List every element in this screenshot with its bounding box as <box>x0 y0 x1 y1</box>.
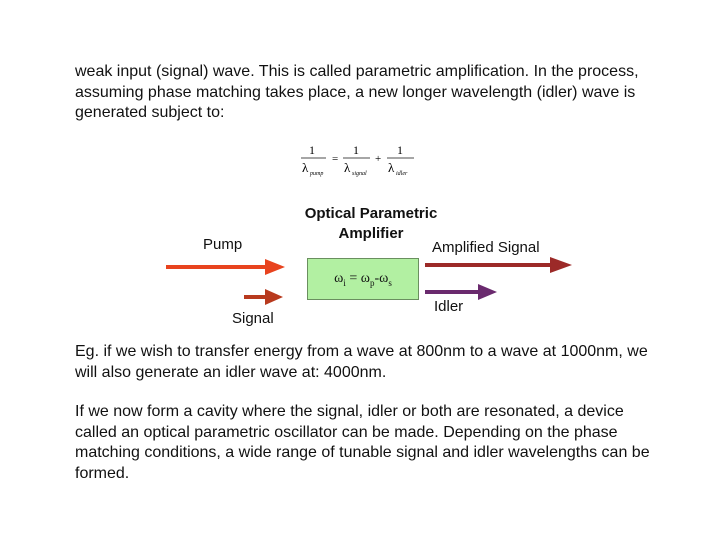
equals-sign: = <box>332 153 339 165</box>
amplifier-box <box>307 258 419 300</box>
signal-lambda: λ <box>344 160 351 175</box>
oscillator-paragraph: If we now form a cavity where the signal, idler or both are resonated, a device called an optical parametric oscillator can be made. Depending on the phase matching conditions, a wide range of tunable signal and idler wavelengths can be formed. <box>75 403 650 482</box>
pump-lambda: λ <box>302 160 309 175</box>
example-paragraph: Eg. if we wish to transfer energy from a wave at 800nm to a wave at 1000nm, we will also generate an idler wave at: 4000nm. <box>75 343 648 381</box>
amplified-signal-label: Amplified Signal <box>432 239 540 256</box>
pump-label: Pump <box>203 236 243 253</box>
signal-label: Signal <box>232 310 274 327</box>
pump-arrow <box>166 259 285 275</box>
amplifier-equation: $\omega_i = \omega_p-\omega_s$ <box>334 270 392 288</box>
idler-subscript: idler <box>396 171 408 177</box>
idler-arrow <box>425 284 497 300</box>
pump-numerator: 1 <box>309 143 315 157</box>
idler-lambda: λ <box>388 160 395 175</box>
pump-subscript: pump <box>310 171 324 177</box>
idler-label: Idler <box>434 298 464 315</box>
intro-paragraph: weak input (signal) wave. This is called parametric amplification. In the process, assuming phase matching takes place, a new longer wavelength (idler) wave is generated subject to: <box>75 63 639 121</box>
signal-subscript: signal <box>352 171 367 177</box>
signal-arrow <box>244 289 283 305</box>
plus-sign: + <box>375 153 382 165</box>
idler-numerator: 1 <box>397 143 403 157</box>
signal-numerator: 1 <box>353 143 359 157</box>
diagram-title: Optical Parametric Amplifier <box>304 205 438 242</box>
amplified-signal-arrow <box>425 257 572 273</box>
